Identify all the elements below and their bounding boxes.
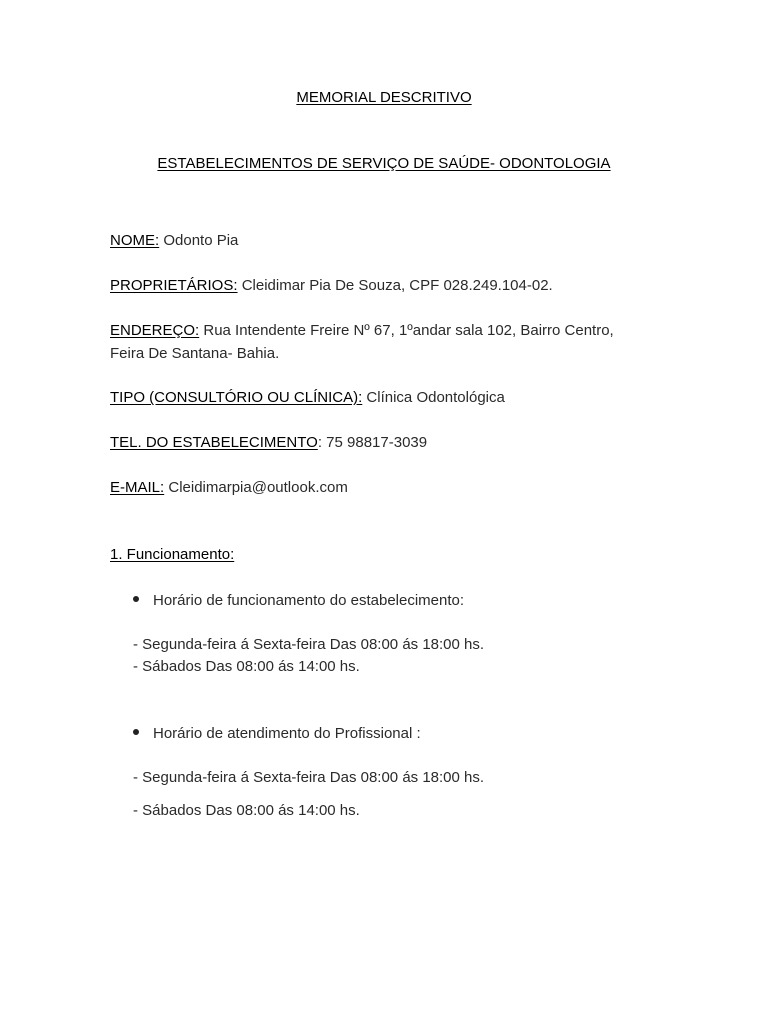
field-email bbox=[110, 478, 348, 498]
field-telefone-value: : 75 98817-3039 bbox=[317, 434, 428, 451]
field-nome bbox=[110, 231, 238, 251]
bullet-horario-estabelecimento: Horário de funcionamento do estabelecimento: bbox=[133, 591, 464, 611]
field-tipo-label: TIPO (CONSULTÓRIO OU CLÍNICA): bbox=[110, 389, 363, 406]
bullet-horario-profissional: Horário de atendimento do Profissional : bbox=[133, 724, 421, 744]
schedule-line: - Segunda-feira á Sexta-feira Das 08:00 ás 18:00 hs. bbox=[133, 636, 485, 653]
field-proprietarios-value: Cleidimar Pia De Souza, CPF 028.249.104-02. bbox=[241, 277, 553, 294]
schedule-line: - Segunda-feira á Sexta-feira Das 08:00 ás 18:00 hs. bbox=[133, 769, 485, 786]
field-proprietarios-label: PROPRIETÁRIOS: bbox=[110, 277, 238, 294]
field-email-label: E-MAIL: bbox=[110, 479, 165, 496]
field-tipo bbox=[110, 388, 505, 408]
field-endereco-value-line1: Rua Intendente Freire Nº 67, 1ºandar sala 102, Bairro Centro, bbox=[203, 322, 614, 339]
field-email-value: Cleidimarpia@outlook.com bbox=[168, 479, 348, 496]
field-tipo-value: Clínica Odontológica bbox=[366, 389, 505, 406]
bullet-icon bbox=[133, 729, 139, 735]
field-telefone-label: TEL. DO ESTABELECIMENTO bbox=[110, 434, 318, 451]
schedule-line: - Sábados Das 08:00 ás 14:00 hs. bbox=[133, 802, 360, 819]
field-telefone bbox=[110, 433, 427, 453]
schedule-line: - Sábados Das 08:00 ás 14:00 hs. bbox=[133, 658, 360, 675]
field-endereco bbox=[110, 321, 614, 341]
document-title: MEMORIAL DESCRITIVO bbox=[296, 89, 472, 106]
field-endereco-line2 bbox=[110, 344, 279, 364]
bullet-icon bbox=[133, 596, 139, 602]
field-nome-label: NOME: bbox=[110, 232, 160, 249]
field-nome-value: Odonto Pia bbox=[163, 232, 239, 249]
field-proprietarios bbox=[110, 276, 553, 296]
field-endereco-value-line2: Feira De Santana- Bahia. bbox=[110, 345, 280, 362]
document-subtitle: ESTABELECIMENTOS DE SERVIÇO DE SAÚDE- ODONTOLOGIA bbox=[157, 155, 611, 172]
section-heading-funcionamento: 1. Funcionamento: bbox=[110, 546, 235, 563]
field-endereco-label: ENDEREÇO: bbox=[110, 322, 200, 339]
